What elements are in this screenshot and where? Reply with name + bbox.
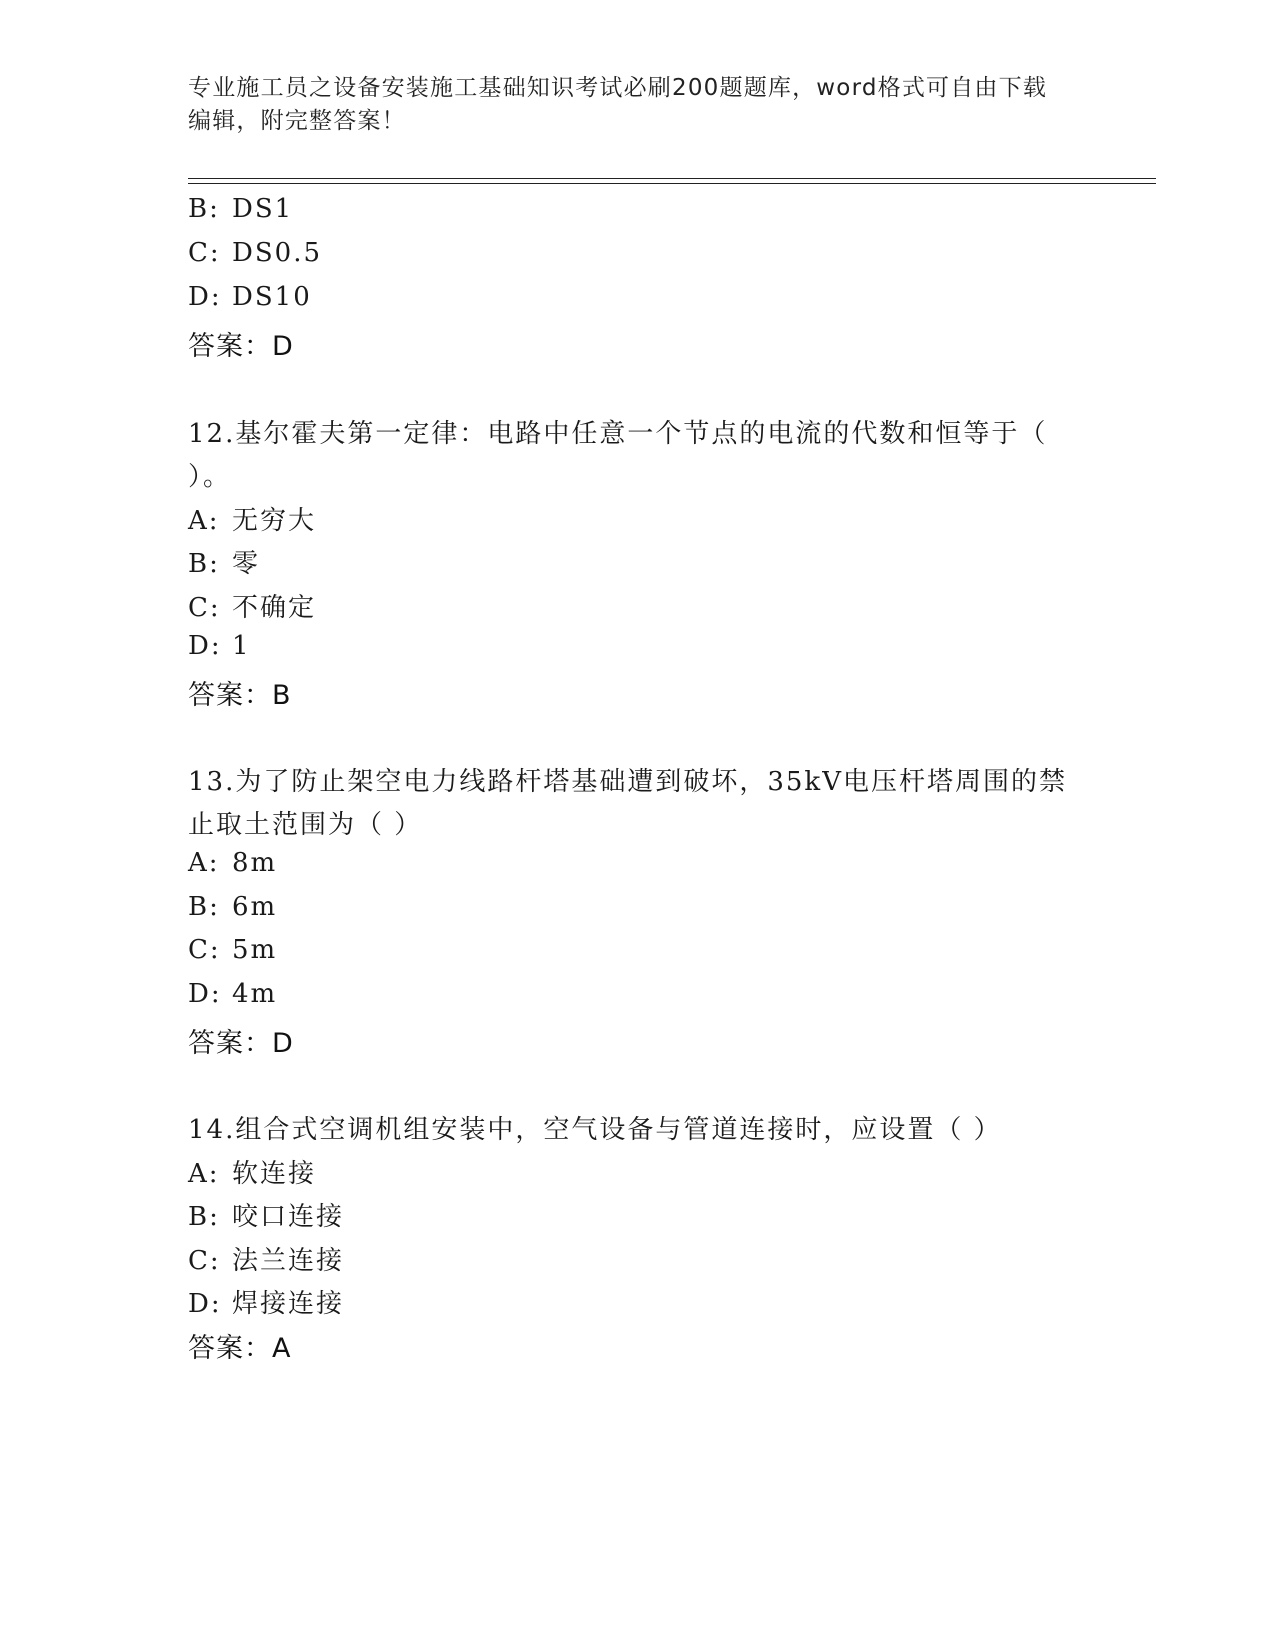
q12-option-a: A: 无穷大 (188, 506, 317, 536)
document-header (188, 72, 1088, 138)
q12-stem-line-1: 12.基尔霍夫第一定律：电路中任意一个节点的电流的代数和恒等于（ (188, 419, 1048, 449)
q14-stem-line-1: 14.组合式空调机组安装中，空气设备与管道连接时，应设置（ ） (188, 1115, 1002, 1145)
header-line-1: 专业施工员之设备安装施工基础知识考试必刷200题题库，word格式可自由下载 (188, 75, 1048, 101)
q13-stem-line-1: 13.为了防止架空电力线路杆塔基础遭到破坏，35kV电压杆塔周围的禁 (188, 767, 1067, 797)
q13-option-a: A: 8m (188, 848, 278, 878)
q12-option-b: B: 零 (188, 549, 261, 579)
q13-option-b: B: 6m (188, 892, 278, 922)
q12-option-d: D: 1 (188, 631, 251, 661)
q12-answer: 答案：B (188, 680, 292, 711)
q14-answer: 答案：A (188, 1333, 292, 1364)
q14-option-a: A: 软连接 (188, 1159, 317, 1189)
q13-stem-line-2: 止取土范围为（ ） (188, 810, 423, 840)
header-divider (188, 178, 1156, 184)
q14-option-d: D: 焊接连接 (188, 1289, 345, 1319)
q11-option-d: D: DS10 (188, 282, 312, 312)
q11-answer: 答案：D (188, 331, 294, 362)
q12-option-c: C: 不确定 (188, 593, 317, 623)
q12-stem-line-2: ）。 (188, 462, 232, 492)
q13-option-c: C: 5m (188, 935, 278, 965)
q11-option-c: C: DS0.5 (188, 238, 323, 268)
q14-option-b: B: 咬口连接 (188, 1202, 345, 1232)
q14-option-c: C: 法兰连接 (188, 1246, 345, 1276)
header-line-2: 编辑，附完整答案！ (188, 108, 406, 134)
q13-option-d: D: 4m (188, 979, 278, 1009)
q13-answer: 答案：D (188, 1028, 294, 1059)
q11-option-b: B: DS1 (188, 194, 294, 224)
